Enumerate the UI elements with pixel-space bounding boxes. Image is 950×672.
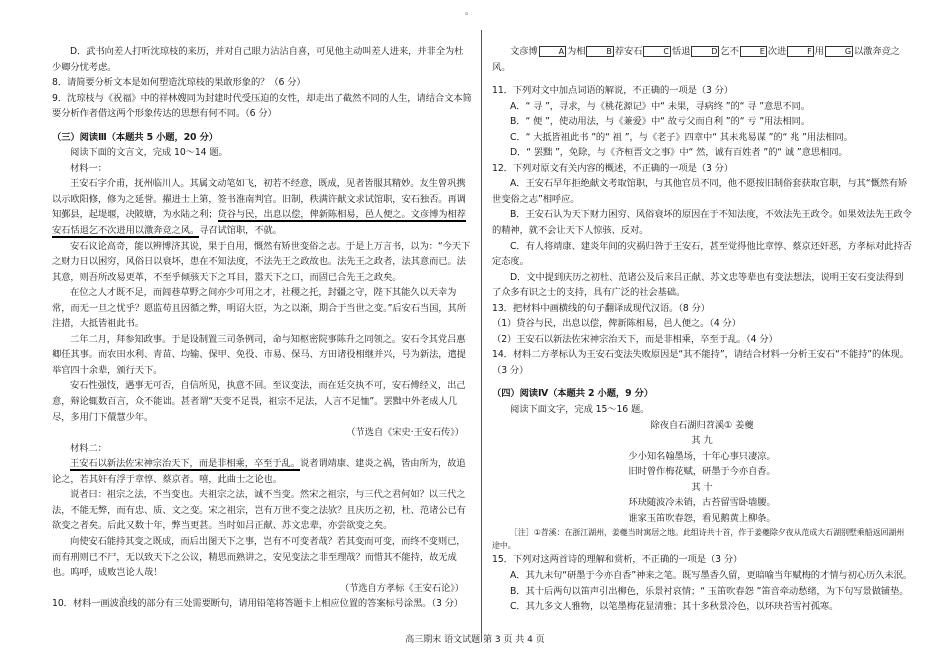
answer-box-b[interactable]: B <box>586 46 613 57</box>
section-3-title: （三）阅读Ⅲ（本题共 5 小题，20 分） <box>52 131 218 143</box>
section-4-instruction: 阅读下面文字，完成 15～16 题。 <box>510 404 650 416</box>
q12-option-c: C．有人将靖康、建炎年间的灾祸归咎于王安石，甚至觉得他比章惇、蔡京还奸恶，方孝标对此持否定态度。 <box>492 240 912 268</box>
q11-option-c: C．“ 大抵皆祖此书 ”的“ 祖 ”，与《老子》四章中“ 其未兆易谋 ”的“ 兆 ”用法相同。 <box>510 131 853 143</box>
q11-option-d: D．“ 罢黜 ”，免除，与《齐桓晋文之事》中“ 然，诚有百姓者 ”的“ 诚 ”意思相同。 <box>510 147 848 159</box>
q15-option-a: A．其九末句“研墨于今亦自香”神来之笔。既写墨香久留，更暗喻当年赋梅的才情与初心历久未泯。 <box>510 569 912 581</box>
question-14: 14．材料二方孝标认为王安石变法失败原因是“其不能持”，请结合材料一分析王安石“不能持”的体现。（3 分） <box>492 349 909 376</box>
q12-option-d: D．文中提到庆历之初杜、范诸公及后来吕正献、苏文忠等辈也有变法想法，说明王安石变法得到了众多有识之士的支持，具有广泛的社会基础。 <box>492 271 904 299</box>
answer-box-f[interactable]: F <box>787 46 814 57</box>
question-15: 15．下列对这两首诗的理解和赏析，不正确的一项是（3 分） <box>492 554 743 566</box>
material-2-underlined-sentence: 王安石以新法佐宋神宗治天下，而是非相乘，卒至于乱。 <box>70 458 300 470</box>
question-12: 12．下列对原文有关内容的概述，不正确的一项是（3 分） <box>492 162 734 174</box>
scan-mark: 。 <box>122 591 132 601</box>
material-2-source: （节选自方孝标《王安石论》） <box>339 582 464 594</box>
answer-box-e[interactable]: E <box>740 46 767 57</box>
material-1-para-4: 二年二月，拜参知政事。于是设制置三司条例司，命与知枢密院事陈升之同领之。安石令其党吕惠卿任其事。而农田水利、青苗、均输、保甲、免役、市易、保马、方田诸役相继并兴，号为新法，遣提举官四十余辈，颁行天下。 <box>52 333 466 376</box>
poem-title: 除夜自石湖归苕溪① 姜夔 <box>650 419 754 431</box>
section-4-title: （四）阅读Ⅳ（本题共 2 小题，9 分） <box>492 388 654 400</box>
poem-10-title: 其 十 <box>691 481 713 493</box>
answer-box-a[interactable]: A <box>539 46 566 57</box>
poem-9-line-1: 少小知名翰墨场，十年心事只凄凉。 <box>628 450 776 462</box>
material-2-para-1 <box>52 456 472 487</box>
answer-box-g[interactable]: G <box>825 46 853 57</box>
q13-part-1: （1）贷谷与民，出息以偿，俾新陈相易，邑人便之。（4 分） <box>492 318 741 330</box>
column-divider <box>481 30 482 642</box>
answer-box-c[interactable]: C <box>643 46 671 57</box>
material-2-label: 材料二： <box>70 442 107 454</box>
scan-mark: 。 <box>465 7 475 17</box>
poem-note: ［注］①苕溪：在浙江湖州，姜夔当时寓居之地。此组诗共十首，作于姜夔除夕夜从范成大石湖别墅乘船返回湖州途中。 <box>492 528 905 551</box>
q12-option-b: B．王安石认为天下财力困穷、风俗衰坏的原因在于不知法度，不效法先王政令。如果效法先王政令的精神，就不会让天下人惊骇、反对。 <box>492 209 912 237</box>
material-1-underlined-sentence: 贷谷与民，出息以偿，俾新陈相易，邑人便之。文彦博为相荐安石恬退乞不次进用以激奔竞之风。 <box>52 209 466 237</box>
q11-option-a: A．“ 寻 ”，寻求，与《桃花源记》中“ 未果，寻病终 ”的“ 寻 ”意思不同。 <box>510 100 811 112</box>
poem-9-title: 其 九 <box>691 435 713 447</box>
material-1-source: （节选自《宋史·王安石传》） <box>346 427 464 439</box>
question-9: 9．沈琼枝与《祝福》中的祥林嫂同为封建时代受压迫的女性，却走出了截然不同的人生，请结合文本简要分析作者借这两个形象传达的思想有何不同。（6 分） <box>52 92 472 120</box>
question-8: 8．请简要分析文本是如何塑造沈琼枝的果敢形象的？（6 分） <box>52 77 306 89</box>
poem-9-line-2: 旧时曾作梅花赋，研墨于今亦自香。 <box>628 466 776 478</box>
question-10: 10．材料一画波浪线的部分有三处需要断句，请用铅笔将答题卡上相应位置的答案标号涂黑。（3 分） <box>52 598 464 610</box>
q11-option-b: B．“ 便 ”，使动用法，与《兼爱》中“ 故亏父而自利 ”的“ 亏 ”用法相同。 <box>510 116 811 128</box>
material-1-para-1 <box>52 176 472 238</box>
poem-10-line-1: 环玦随波冷未销，古苔留雪卧墙腰。 <box>628 497 776 509</box>
material-1-para-3: 在位之人才既不足，而闾巷草野之间亦少可用之才，社稷之托，封疆之守，陛下其能久以天幸为常，而无一旦之忧乎？愿监苟且因循之弊，明诏大臣，为之以渐，期合于当世之变。”后安石当国，其所注措，大抵皆祖此书。 <box>52 287 466 330</box>
material-2-para-3: 向使安石能持其变之既成，而后出图天下之事，岂有不可变者哉？若其变而可变，而终不变则已，而有刑则已不尸，无以致天下之公议，精思而熟讲之，安见变法之非至理哉？而惜其不能持，故无成也。呜呼，成败岂论人哉！ <box>52 535 466 579</box>
poem-10-line-2: 谁家玉笛吹春怨，看见鹅黄上柳条。 <box>628 512 776 524</box>
material-2-para-2: 说者曰：祖宗之法，不当变也。夫祖宗之法，诚不当变。然宋之祖宗，与三代之君何如？以三代之法，不能无弊，而有忠、质、文之变。宋之祖宗，岂有万世不变之法欤？且庆历之初，杜、范诸公已有欲变之者矣。后此又数十年，弊当更甚。当时如吕正献、苏文忠辈，亦尝欲变之矣。 <box>52 489 466 532</box>
right-column <box>492 44 912 615</box>
q15-option-b: B．其十后两句以笛声引出柳色，乐景衬哀情；“ 玉笛吹春怨 ”笛音牵动愁绪，为下句写景做铺垫。 <box>510 585 909 597</box>
material-1-text-b: 寻召试馆职，不就。 <box>199 225 282 237</box>
material-1-para-2: 安石议论高奇，能以辨博济其说，果于自用，慨然有矫世变俗之志。于是上万言书，以为：“今天下之财力日以困穷，风俗日以衰坏，患在不知法度，不法先王之政故也。法先王之政者，法其意而已。法其意，则吾所改易更革，不至乎倾骇天下之耳目，嚣天下之口，而固已合先王之政矣。 <box>52 240 471 283</box>
material-1-label: 材料一： <box>70 162 107 174</box>
answer-box-d[interactable]: D <box>691 46 719 57</box>
q7-option-d: D．武书向差人打听沈琼枝的来历，并对自己眼力沾沾自喜，可见他主动叫差人进来，并非全为杜少卿分忧考虑。 <box>52 46 464 73</box>
q13-part-2: （2）王安石以新法佐宋神宗治天下，而是非相乘，卒至于乱。（4 分） <box>492 333 778 345</box>
material-1-para-5: 安石性强忮，遇事无可否，自信所见，执意不回。至议变法，而在廷交执不可，安石傅经义，出己意，辩论辄数百言，众不能诎。甚者谓“天变不足畏，祖宗不足法，人言不足恤”。罢黜中外老成人几尽，多用门下儇慧少年。 <box>52 380 466 423</box>
page-footer: 高三期末 语文试题 第 3 页 共 4 页 <box>405 635 545 645</box>
left-column <box>52 44 472 612</box>
q15-option-c: C．其九多文人雅物，以笔墨梅花显清雅；其十多秋景冷色，以环玦苔雪衬孤寒。 <box>510 601 839 613</box>
question-13: 13．把材料中画横线的句子翻译成现代汉语。（8 分） <box>492 302 710 314</box>
question-10-option: 文彦博 A 为相 B 荐安石 C 恬退 D 乞不 E 次进 F 用 G 以激奔竞之风。 <box>492 46 900 73</box>
material-2-text: 说者谓靖康、建炎之祸，皆由所为，故追论之，若其奸有浮于章惇、蔡京者。嘻，此曲士之论也。 <box>52 458 466 485</box>
material-1-text-a: 王安石字介甫，抚州临川人。其属文动笔如飞，初若不经意，既成，见者皆服其精妙。友生曾巩携以示欧阳修，修为之延誉。擢进士上第，签书淮南判官。旧制，秩满许献文求试馆职，安石独否。再调知鄞县，起堤堰，决陂塘，为水陆之利； <box>52 178 466 221</box>
question-11: 11．下列对文中加点词语的解说，不正确的一项是（3 分） <box>492 85 734 97</box>
section-3-instruction: 阅读下面的文言文，完成 10～14 题。 <box>70 147 228 159</box>
q12-option-a: A．王安石早年拒绝献文考取馆职，与其他官员不同，他不愿按旧制俗套获取官职，与其“慨然有矫世变俗之志”相呼应。 <box>492 178 908 205</box>
